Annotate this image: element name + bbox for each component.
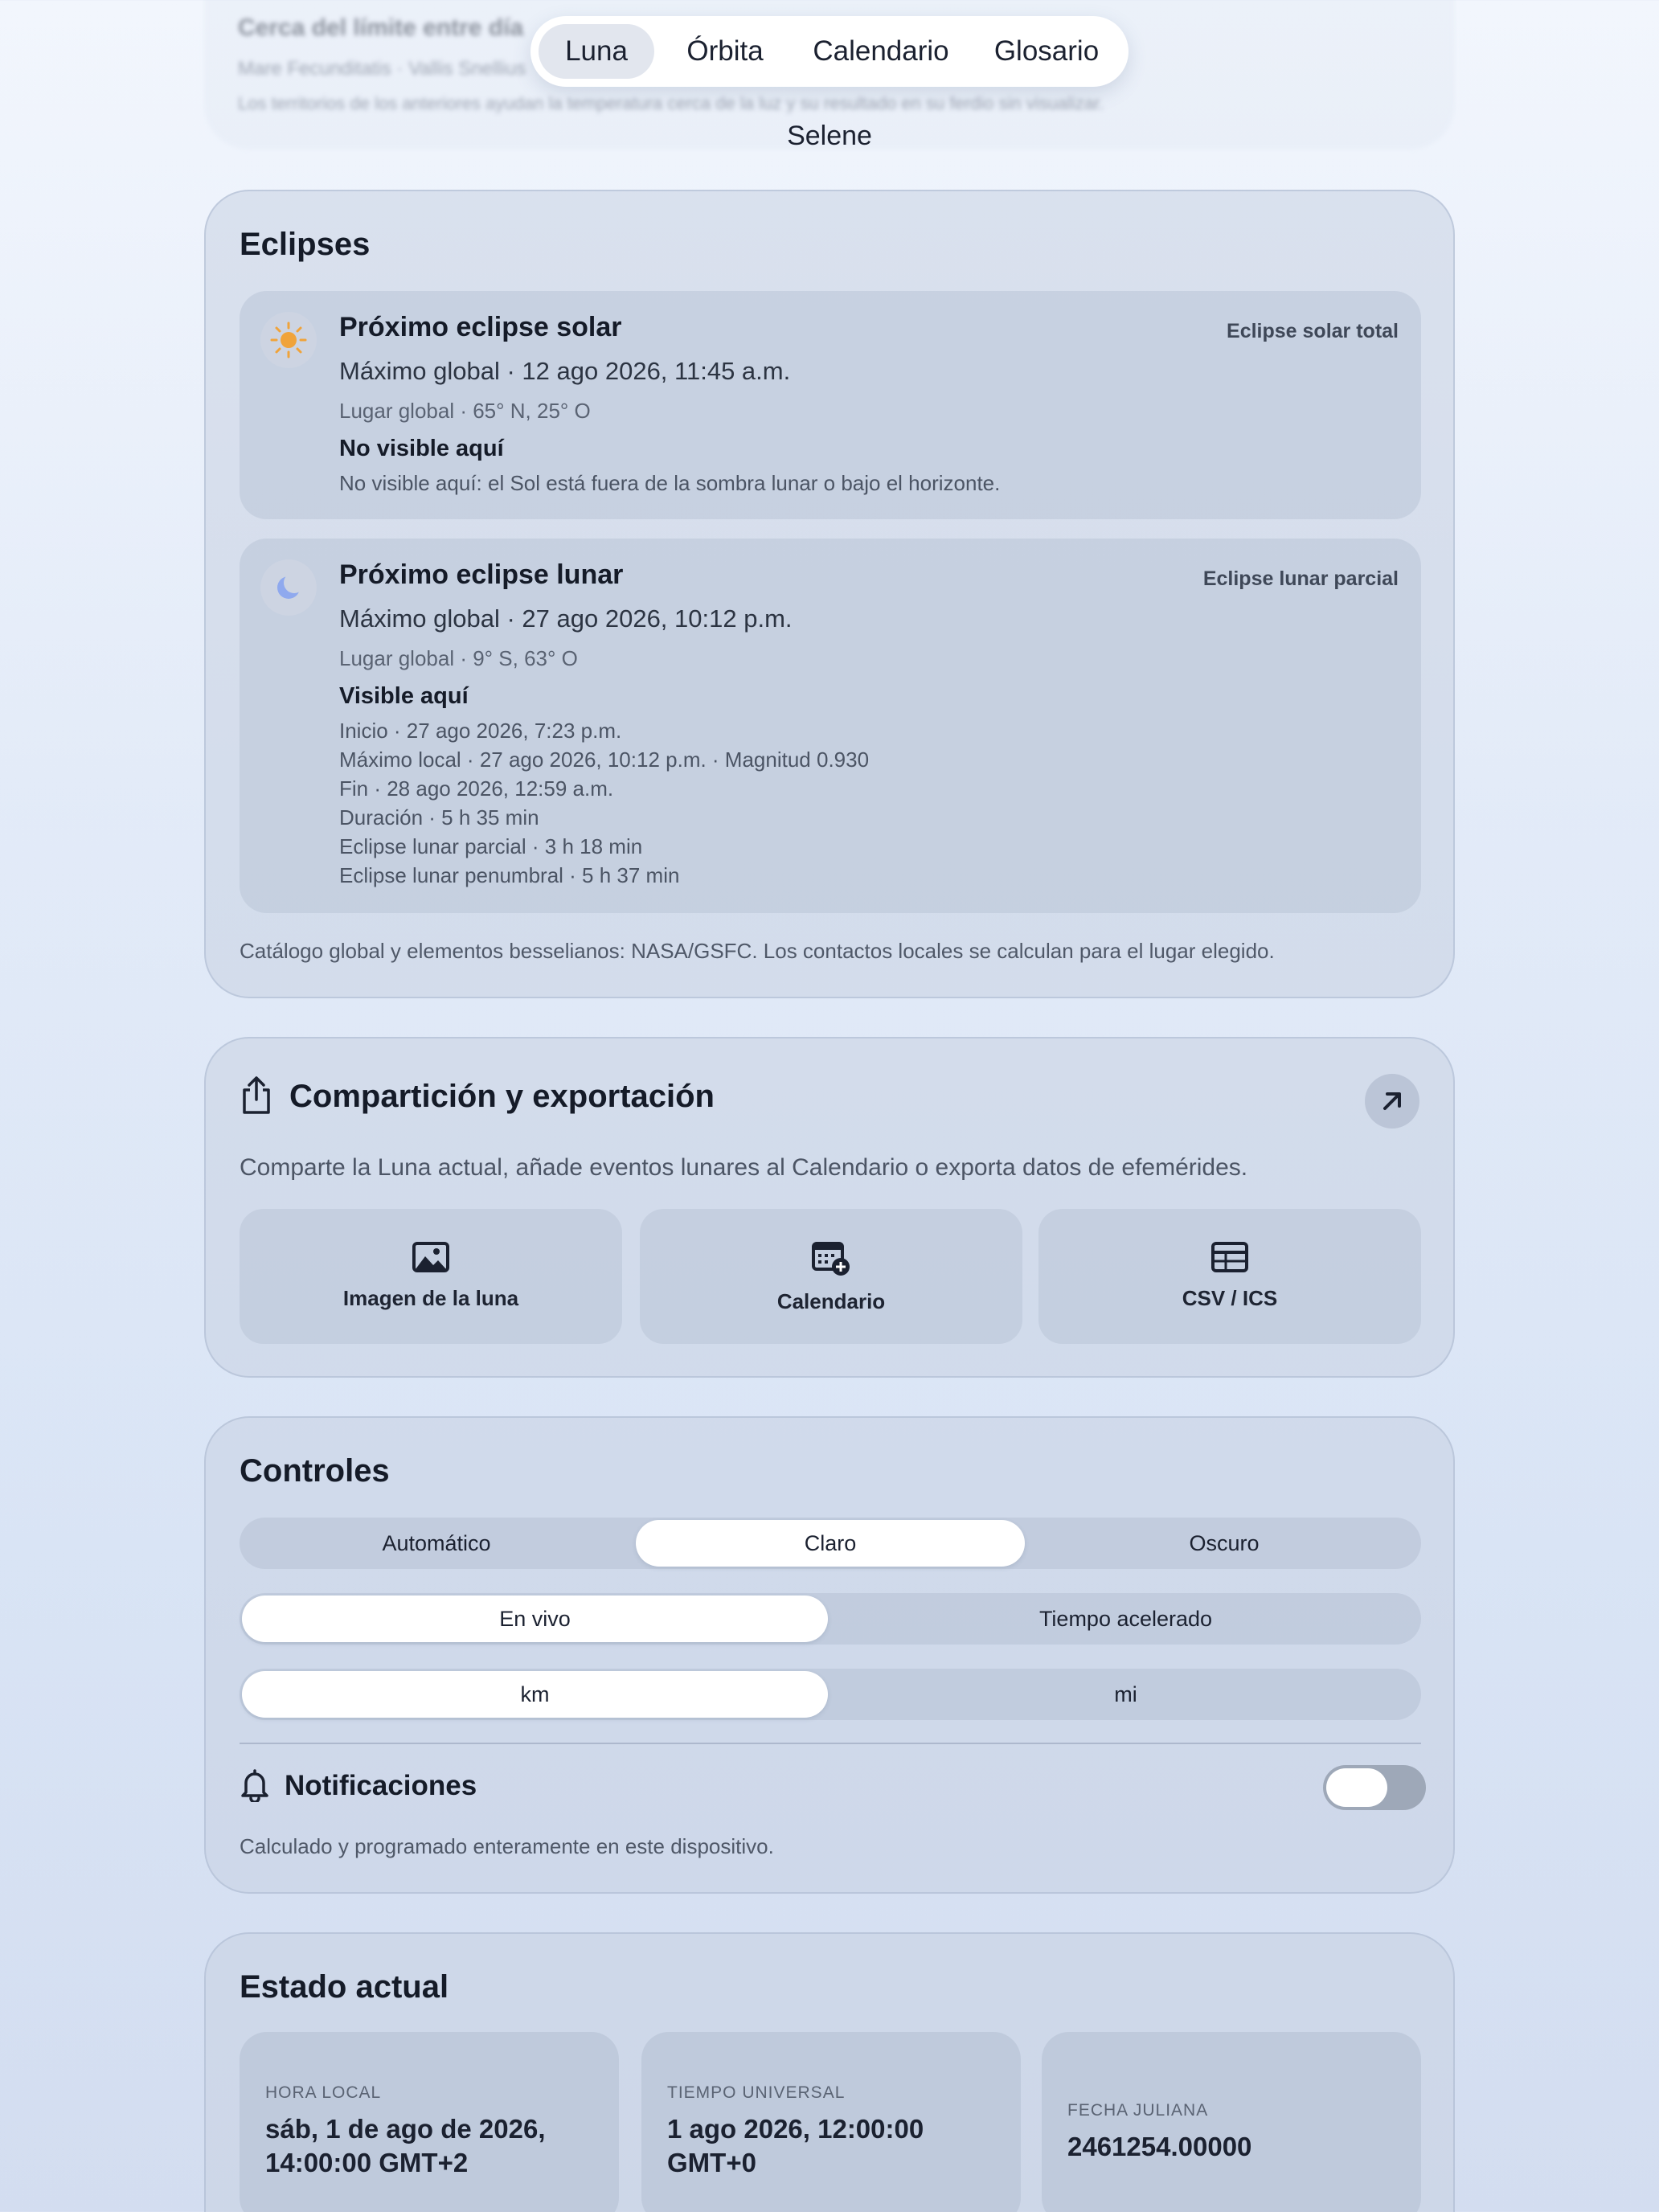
table-icon [1210,1241,1249,1273]
universal-time-key: TIEMPO UNIVERSAL [667,2083,846,2102]
toggle-knob [1326,1768,1387,1807]
solar-eclipse-type-badge: Eclipse solar total [1227,320,1399,342]
time-mode-live[interactable]: En vivo [242,1596,828,1642]
lunar-eclipse-detail: Fin · 28 ago 2026, 12:59 a.m. [339,776,614,801]
csv-ics-label: CSV / ICS [1182,1286,1278,1310]
tab-glosario[interactable]: Glosario [993,35,1100,67]
csv-ics-button[interactable] [1038,1209,1421,1344]
arrow-up-right-icon [1365,1074,1419,1129]
appearance-option-light[interactable]: Claro [636,1520,1025,1567]
faded-card-title: Cerca del límite entre día [238,14,524,41]
image-icon [412,1241,450,1273]
controls-divider [240,1743,1421,1744]
local-time-value: sáb, 1 de ago de 2026, 14:00:00 GMT+2 [265,2114,546,2177]
calendar-export-button[interactable] [640,1209,1022,1344]
controls-title: Controles [240,1453,390,1489]
local-time-key: HORA LOCAL [265,2083,382,2102]
lunar-eclipse-place: Lugar global · 9° S, 63° O [339,646,578,670]
solar-eclipse-title: Próximo eclipse solar [339,312,622,342]
appearance-option-auto[interactable]: Automático [382,1531,491,1555]
notifications-toggle[interactable] [1323,1765,1426,1810]
lunar-eclipse-max: Máximo global · 27 ago 2026, 10:12 p.m. [339,604,793,633]
eclipses-title: Eclipses [240,227,371,262]
share-export-title: Compartición y exportación [289,1079,715,1114]
tab-luna[interactable]: Luna [539,24,654,79]
moon-icon [260,559,317,616]
appearance-segmented-control [240,1518,1421,1569]
time-mode-accelerated[interactable]: Tiempo acelerado [1038,1607,1213,1631]
units-mi[interactable]: mi [1114,1682,1137,1706]
current-state-title: Estado actual [240,1969,449,2005]
solar-eclipse-place: Lugar global · 65° N, 25° O [339,399,591,423]
julian-date-key: FECHA JULIANA [1067,2101,1209,2120]
calendar-add-icon [811,1239,851,1276]
open-arrow-button[interactable] [1365,1074,1419,1129]
controls-card [204,1416,1455,1894]
units-km[interactable]: km [242,1671,828,1718]
current-state-card [204,1932,1455,2212]
tab-bar [530,16,1129,87]
faded-card-line: Los territorios de los anteriores ayudan la temperatura cerca de la luz y su resultado en su ferdio sin visualizar. [238,93,1104,113]
eclipses-card [204,190,1455,998]
share-export-card [204,1037,1455,1378]
lunar-eclipse-detail: Duración · 5 h 35 min [339,805,539,830]
calendar-export-label: Calendario [776,1289,886,1313]
time-mode-segmented-control [240,1593,1421,1645]
lunar-eclipse-visibility: Visible aquí [339,683,469,709]
tab-calendario[interactable]: Calendario [813,35,949,67]
faded-card-line: Mare Fecunditatis · Vallis Snellius [238,58,526,80]
bell-icon [240,1768,270,1806]
julian-date-tile [1042,2032,1421,2212]
lunar-eclipse-title: Próximo eclipse lunar [339,559,624,590]
app-subtitle: Selene [787,121,872,151]
lunar-eclipse-detail: Inicio · 27 ago 2026, 7:23 p.m. [339,719,622,743]
moon-image-label: Imagen de la luna [342,1286,519,1310]
solar-eclipse-panel[interactable] [240,291,1421,519]
tab-orbita[interactable]: Órbita [686,35,764,67]
share-icon [240,1075,273,1120]
universal-time-value: 1 ago 2026, 12:00:00 GMT+0 [667,2114,924,2177]
solar-eclipse-note: No visible aquí: el Sol está fuera de la sombra lunar o bajo el horizonte. [339,471,1001,495]
eclipses-footnote: Catálogo global y elementos besselianos: NASA/GSFC. Los contactos locales se calculan para el lugar elegido. [240,939,1275,963]
lunar-eclipse-detail: Eclipse lunar penumbral · 5 h 37 min [339,863,680,887]
julian-date-value: 2461254.00000 [1067,2132,1252,2161]
share-description: Comparte la Luna actual, añade eventos lunares al Calendario o exporta datos de efemérides. [240,1154,1248,1181]
lunar-eclipse-panel[interactable] [240,539,1421,913]
solar-eclipse-visibility: No visible aquí [339,436,504,461]
solar-eclipse-max: Máximo global · 12 ago 2026, 11:45 a.m. [339,357,791,385]
appearance-option-dark[interactable]: Oscuro [1189,1531,1260,1555]
lunar-eclipse-detail: Máximo local · 27 ago 2026, 10:12 p.m. · Magnitud 0.930 [339,748,870,772]
notifications-label: Notificaciones [285,1770,477,1801]
sun-icon [260,312,317,368]
lunar-eclipse-detail: Eclipse lunar parcial · 3 h 18 min [339,834,643,858]
local-time-tile [240,2032,619,2212]
controls-footnote: Calculado y programado enteramente en este dispositivo. [240,1834,774,1858]
universal-time-tile [641,2032,1021,2212]
units-segmented-control [240,1669,1421,1720]
lunar-eclipse-type-badge: Eclipse lunar parcial [1202,567,1399,590]
moon-image-button[interactable] [240,1209,622,1344]
